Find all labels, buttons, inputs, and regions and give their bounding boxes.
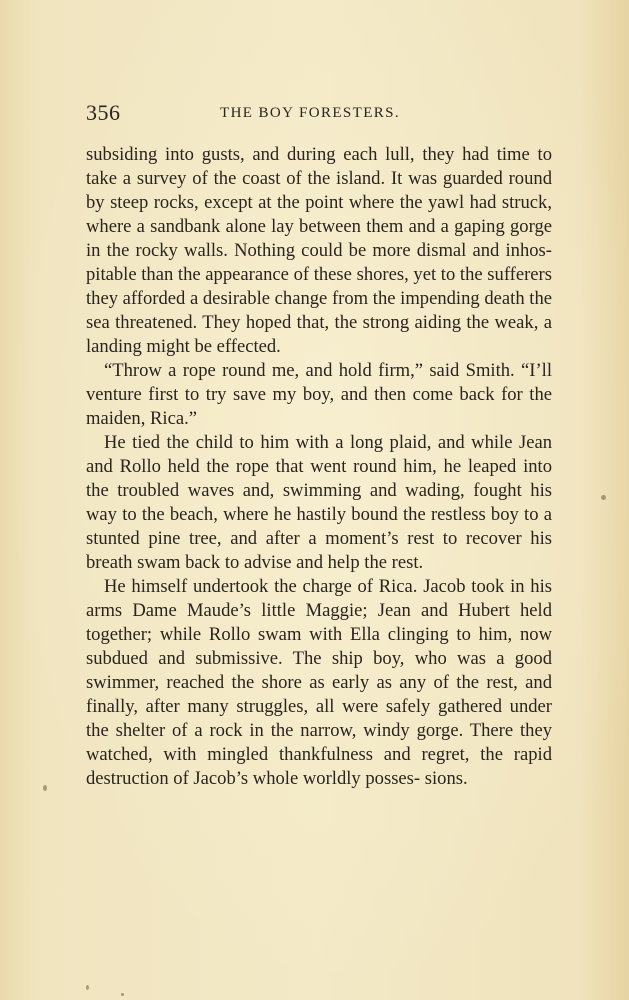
paragraph: subsiding into gusts, and during each lull, they had time to take a survey of the coast of the island. It was guarded round by steep rocks, except at the point where the yawl had struck, where a sandbank alone lay between them and a gaping gorge in the rocky walls. Nothing could be more dismal and inhos- pitable than the appearance of these shores, yet to the sufferers they afforded a desirable change from the impending death the sea threatened. They hoped that, the strong aiding the weak, a landing might be effected. (86, 144, 552, 357)
page-header (86, 100, 552, 130)
running-title: THE BOY FORESTERS. (220, 105, 401, 121)
paper-speck (601, 495, 606, 500)
paper-speck (121, 993, 124, 996)
paragraph: “Throw a rope round me, and hold firm,” said Smith. “I’ll venture first to try save my boy, and then come back for the maiden, Rica.” (86, 360, 552, 429)
paragraph: He tied the child to him with a long plaid, and while Jean and Rollo held the rope that went round him, he leaped into the troubled waves and, swimming and wading, fought his way to the beach, where he hastily bound the restless boy to a stunted pine tree, and after a moment’s rest to recover his breath swam back to advise and help the rest. (86, 432, 552, 573)
paragraph: He himself undertook the charge of Rica. Jacob took in his arms Dame Maude’s little Maggie; Jean and Hubert held together; while Rollo swam with Ella clinging to him, now subdued and submissive. The ship boy, who was a good swimmer, reached the shore as early as any of the rest, and finally, after many struggles, all were safely gathered under the shelter of a rock in the narrow, windy gorge. There they watched, with mingled thankfulness and regret, the rapid destruction of Jacob’s whole worldly posses- sions. (86, 576, 552, 789)
page-number: 356 (86, 100, 121, 125)
paper-speck (86, 985, 89, 990)
paper-speck (43, 785, 47, 791)
body-text (86, 143, 552, 791)
